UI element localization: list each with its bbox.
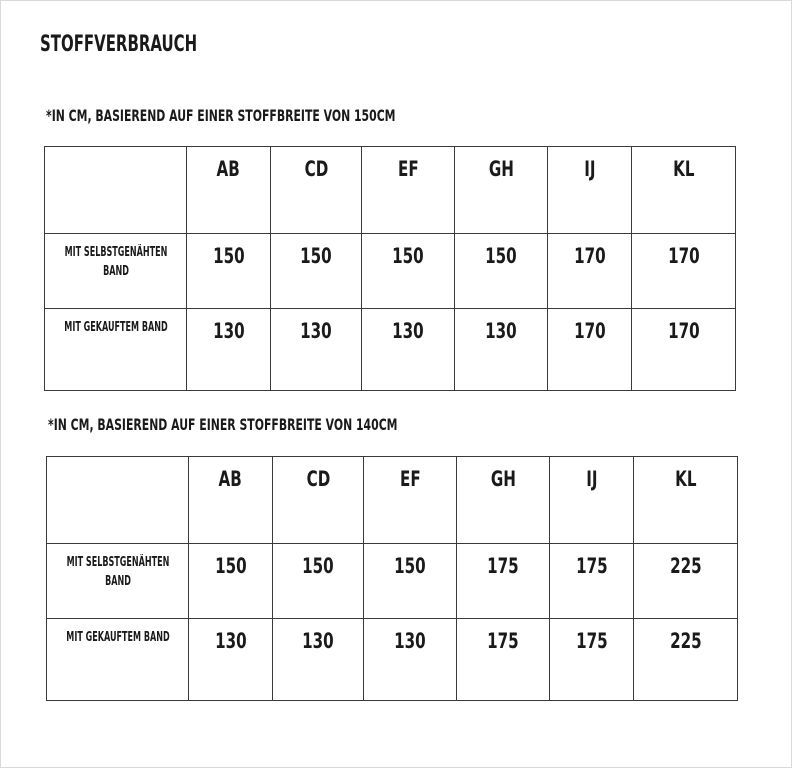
table-cell [271,309,362,391]
cell-value: 150 [212,244,245,268]
header-cell [271,147,362,234]
header-empty-cell [45,147,187,234]
table-cell [364,544,457,619]
table-row [45,234,736,309]
row-label-cell [45,234,187,309]
header-cell [550,457,634,544]
table-2-note: *IN CM, BASIEREND AUF EINER STOFFBREITE VON 140CM [48,415,398,434]
size-label-ab: AB [216,157,241,181]
size-label-gh: GH [490,467,516,491]
table-cell [457,544,550,619]
table-cell [187,309,271,391]
header-cell [187,147,271,234]
cell-value: 175 [487,554,519,578]
table-row [47,544,738,619]
cell-value: 150 [300,244,332,268]
table-cell [457,619,550,701]
header-cell [548,147,632,234]
table-cell [273,619,364,701]
table-cell [362,309,455,391]
table-cell [362,234,455,309]
cell-value: 150 [392,244,424,268]
size-label-ij: IJ [585,467,598,491]
table-1-note: *IN CM, BASIEREND AUF EINER STOFFBREITE VON 150CM [46,106,396,125]
row-label-cell [45,309,187,391]
cell-value: 175 [575,554,608,578]
size-label-cd: CD [306,467,330,491]
cell-value: 130 [392,319,424,343]
cell-value: 150 [302,554,334,578]
size-label-kl: KL [672,157,695,181]
size-label-ef: EF [397,157,419,181]
cell-value: 170 [667,319,700,343]
header-cell [632,147,736,234]
size-label-ij: IJ [583,157,596,181]
cell-value: 130 [485,319,517,343]
size-label-kl: KL [674,467,697,491]
header-cell [457,457,550,544]
header-cell [362,147,455,234]
header-cell [364,457,457,544]
header-cell [455,147,548,234]
table-cell [455,234,548,309]
header-empty-cell [47,457,189,544]
cell-value: 150 [214,554,247,578]
table-cell [634,544,738,619]
size-label-ab: AB [218,467,243,491]
fabric-table-150cm [44,146,736,391]
table-cell [548,234,632,309]
table-row [45,309,736,391]
table-header-row [47,457,738,544]
page-title: STOFFVERBRAUCH [40,32,198,57]
table-cell [550,619,634,701]
table-row [47,619,738,701]
table-cell [187,234,271,309]
row-label: MIT GEKAUFTEM BAND [66,630,170,645]
header-cell [634,457,738,544]
size-label-ef: EF [399,467,421,491]
table-cell [189,544,273,619]
cell-value: 130 [394,629,426,653]
cell-value: 130 [214,629,247,653]
table-cell [364,619,457,701]
table-cell [273,544,364,619]
cell-value: 170 [667,244,700,268]
row-label-cell [47,619,189,701]
cell-value: 130 [212,319,245,343]
size-label-cd: CD [304,157,328,181]
table-header-row [45,147,736,234]
cell-value: 130 [302,629,334,653]
row-label-cell [47,544,189,619]
fabric-table-140cm [46,456,738,701]
row-label: MIT SELBSTGENÄHTEN BAND [64,245,168,279]
table-cell [550,544,634,619]
cell-value: 175 [575,629,608,653]
row-label: MIT GEKAUFTEM BAND [64,320,168,335]
cell-value: 150 [394,554,426,578]
table-cell [548,309,632,391]
header-cell [189,457,273,544]
table-cell [632,234,736,309]
row-label: MIT SELBSTGENÄHTEN BAND [66,555,170,589]
table-cell [455,309,548,391]
cell-value: 170 [573,244,606,268]
cell-value: 225 [669,554,702,578]
cell-value: 170 [573,319,606,343]
cell-value: 175 [487,629,519,653]
header-cell [273,457,364,544]
table-cell [632,309,736,391]
table-cell [189,619,273,701]
size-label-gh: GH [488,157,514,181]
table-cell [271,234,362,309]
cell-value: 225 [669,629,702,653]
cell-value: 150 [485,244,517,268]
cell-value: 130 [300,319,332,343]
table-cell [634,619,738,701]
